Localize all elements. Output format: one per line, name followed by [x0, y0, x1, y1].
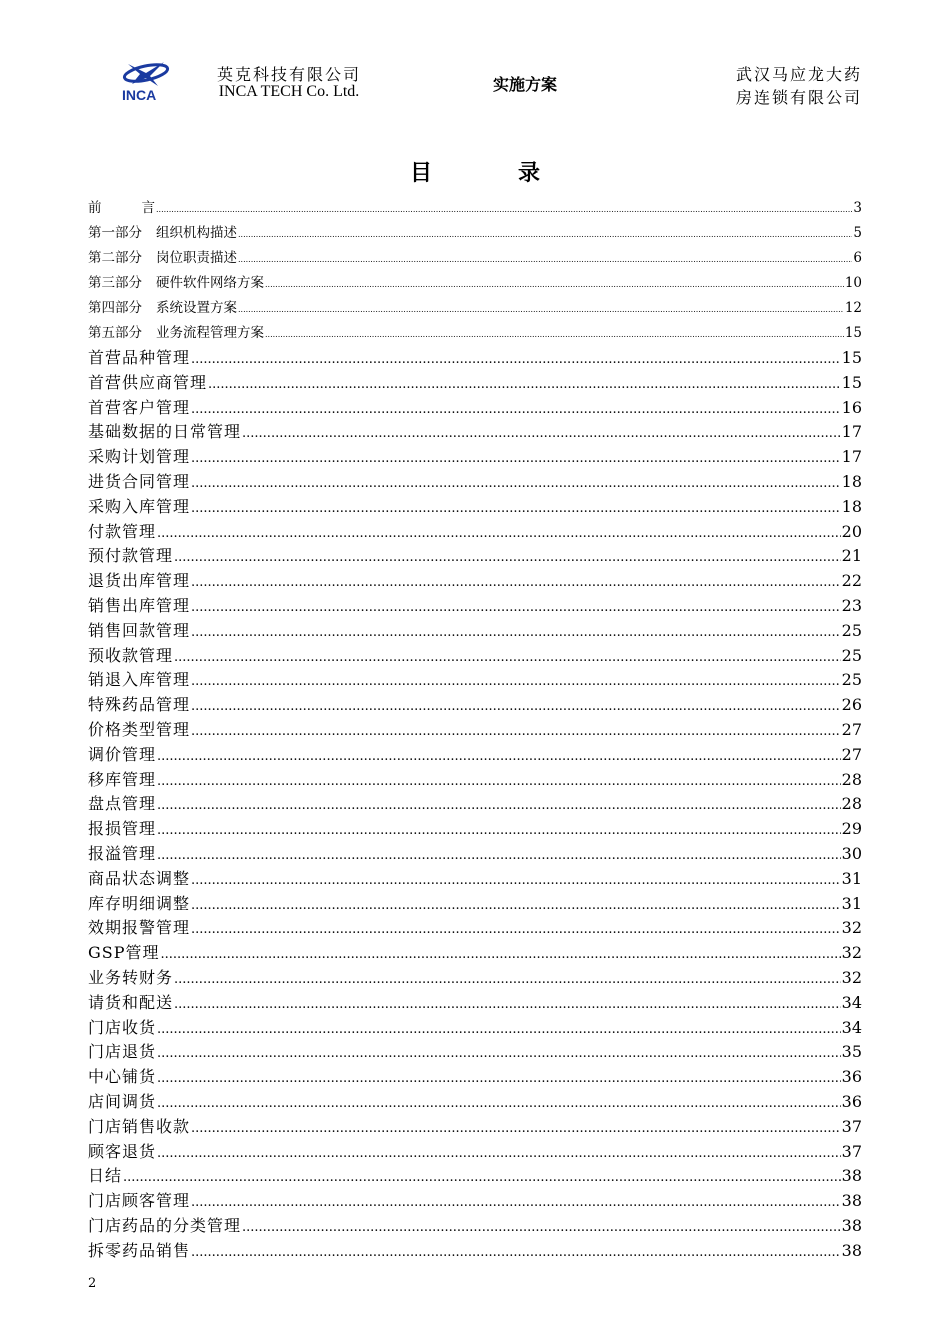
- toc-entry-page: 25: [841, 670, 862, 690]
- toc-entry-label: 库存明细调整: [88, 893, 191, 913]
- toc-entry[interactable]: [88, 1214, 862, 1239]
- toc-leader-dots: [191, 670, 841, 695]
- toc-leader-dots: [242, 422, 841, 447]
- toc-entry-page: 38: [841, 1191, 862, 1211]
- toc-entry[interactable]: [88, 396, 862, 421]
- toc-leader-dots: [191, 621, 841, 646]
- toc-leader-dots: [191, 472, 841, 497]
- toc-entry-page: 32: [841, 918, 862, 938]
- toc-entry-label: GSP管理: [88, 943, 160, 963]
- toc-entry-page: 32: [841, 967, 862, 987]
- toc-leader-dots: [157, 794, 841, 819]
- toc-entry-page: 27: [841, 744, 862, 764]
- toc-entry-page: 15: [841, 372, 862, 392]
- toc-entry-page: 20: [841, 521, 862, 541]
- toc-entry-label: 报溢管理: [88, 843, 157, 863]
- toc-entry-page: 30: [841, 843, 862, 863]
- toc-entry[interactable]: [88, 1065, 862, 1090]
- toc-leader-dots: [265, 322, 844, 347]
- toc-entry[interactable]: [88, 768, 862, 793]
- toc-entry[interactable]: [88, 892, 862, 917]
- inca-logo: [120, 58, 172, 102]
- toc-entry-label: [88, 196, 155, 221]
- toc-entry-label: [88, 321, 264, 346]
- toc-part-title: 系统设置方案: [156, 300, 237, 316]
- toc-entry-label: 预收款管理: [88, 645, 174, 665]
- toc-entry-label: 业务转财务: [88, 967, 174, 987]
- toc-part-title: 岗位职责描述: [156, 250, 237, 266]
- toc-leader-dots: [157, 819, 841, 844]
- toc-entry-label: 首营供应商管理: [88, 372, 208, 392]
- toc-entry-page: 15: [841, 348, 862, 367]
- toc-entry-page: 18: [841, 471, 862, 491]
- page-header: [0, 0, 950, 140]
- toc-entry-label: [88, 246, 237, 271]
- toc-entry[interactable]: [88, 296, 862, 321]
- toc-entry-page: 38: [841, 1240, 862, 1260]
- toc-entry-page: 34: [841, 1017, 862, 1037]
- toc-leader-dots: [157, 522, 841, 547]
- toc-entry-page: 5: [853, 225, 862, 241]
- toc-entry-page: 26: [841, 695, 862, 715]
- toc-entry-page: 23: [841, 595, 862, 615]
- toc-entry[interactable]: [88, 420, 862, 445]
- toc-entry-label: 效期报警管理: [88, 918, 191, 938]
- toc-entry[interactable]: [88, 569, 862, 594]
- toc-leader-dots: [174, 646, 841, 671]
- toc-entry-page: 12: [844, 300, 862, 316]
- toc-entry-label: 拆零药品销售: [88, 1240, 191, 1260]
- client-name-line1: 武汉马应龙大药: [735, 65, 862, 84]
- toc-entry[interactable]: [88, 817, 862, 842]
- toc-entry[interactable]: [88, 867, 862, 892]
- toc-entry-page: 37: [841, 1116, 862, 1136]
- toc-entry-page: 36: [841, 1067, 862, 1087]
- toc-entry-label: 中心铺货: [88, 1067, 157, 1087]
- toc-entry[interactable]: [88, 743, 862, 768]
- toc-entry[interactable]: [88, 1239, 862, 1264]
- toc-entry-page: 6: [853, 250, 862, 266]
- toc-entry-label: 门店销售收款: [88, 1116, 191, 1136]
- toc-entry[interactable]: [88, 916, 862, 941]
- toc-leader-dots: [191, 596, 841, 621]
- toc-entry-page: 28: [841, 769, 862, 789]
- toc-entry[interactable]: [88, 321, 862, 346]
- toc-entry-label: 日结: [88, 1166, 123, 1186]
- toc-leader-dots: [191, 497, 841, 522]
- toc-entry-page: 18: [841, 496, 862, 516]
- toc-leader-dots: [157, 745, 841, 770]
- toc-entry[interactable]: [88, 941, 862, 966]
- toc-entry-label: 进货合同管理: [88, 471, 191, 491]
- toc-entry-label: 盘点管理: [88, 794, 157, 814]
- toc-entry-label: [88, 221, 237, 246]
- toc-part-prefix: 第四部分: [88, 300, 142, 316]
- toc-leader-dots: [161, 943, 841, 968]
- toc-entry-label: 门店药品的分类管理: [88, 1215, 242, 1235]
- toc-entry-label: [88, 271, 264, 296]
- toc-entry-page: 38: [841, 1166, 862, 1186]
- toc-entry-page: 35: [841, 1042, 862, 1062]
- toc-entry-page: 27: [841, 719, 862, 739]
- toc-entry[interactable]: [88, 1090, 862, 1115]
- toc-leader-dots: [191, 869, 841, 894]
- toc-entry-label: 采购入库管理: [88, 496, 191, 516]
- toc-leader-dots: [174, 546, 841, 571]
- toc-entry[interactable]: [88, 966, 862, 991]
- toc-entry-label: 销售回款管理: [88, 620, 191, 640]
- toc-entry-page: 21: [841, 546, 862, 566]
- toc-entry-label: 销退入库管理: [88, 670, 191, 690]
- toc-entry-page: 22: [841, 571, 862, 591]
- toc-entry-page: 38: [841, 1215, 862, 1235]
- toc-heading-right: 录: [518, 160, 541, 186]
- toc-entry-label: 调价管理: [88, 744, 157, 764]
- toc-heading-left: 目: [409, 160, 432, 186]
- toc-part-prefix: 第三部分: [88, 275, 142, 291]
- page-number: 2: [88, 1276, 97, 1291]
- toc-entry-label: 退货出库管理: [88, 571, 191, 591]
- toc-entry-label: 付款管理: [88, 521, 157, 541]
- table-of-contents: [88, 196, 862, 1263]
- toc-part-title: 业务流程管理方案: [156, 325, 264, 341]
- toc-entry[interactable]: [88, 1040, 862, 1065]
- toc-entry-page: 16: [841, 397, 862, 417]
- toc-entry-label: 店间调货: [88, 1091, 157, 1111]
- toc-entry[interactable]: [88, 544, 862, 569]
- toc-entry-label: 请货和配送: [88, 992, 174, 1012]
- toc-part-title: 组织机构描述: [156, 225, 237, 241]
- toc-entry[interactable]: [88, 842, 862, 867]
- toc-entry[interactable]: [88, 271, 862, 296]
- toc-entry-page: 28: [841, 794, 862, 814]
- toc-leader-dots: [123, 1166, 841, 1191]
- company-name-cn: 英克科技有限公司: [216, 65, 361, 84]
- toc-entry-page: 31: [841, 868, 862, 888]
- toc-entry[interactable]: [88, 470, 862, 495]
- toc-entry-page: 25: [841, 620, 862, 640]
- toc-entry-page: 15: [844, 325, 862, 341]
- toc-entry[interactable]: [88, 445, 862, 470]
- toc-leader-dots: [191, 1241, 841, 1266]
- toc-entry-label: 门店退货: [88, 1042, 157, 1062]
- toc-entry-label: 首营品种管理: [88, 348, 191, 367]
- toc-heading: [0, 156, 950, 187]
- toc-entry-page: 34: [841, 992, 862, 1012]
- toc-entry[interactable]: [88, 718, 862, 743]
- toc-entry-label: 首营客户管理: [88, 397, 191, 417]
- toc-leader-dots: [191, 348, 841, 373]
- toc-leader-dots: [242, 1216, 841, 1241]
- toc-leader-dots: [191, 720, 841, 745]
- toc-part-prefix: 第二部分: [88, 250, 142, 266]
- toc-entry-page: 31: [841, 893, 862, 913]
- toc-leader-dots: [238, 247, 852, 272]
- toc-entry-label: 采购计划管理: [88, 447, 191, 467]
- toc-part-title: 言: [141, 200, 155, 216]
- toc-part-title: 硬件软件网络方案: [156, 275, 264, 291]
- toc-leader-dots: [238, 222, 852, 247]
- toc-entry-page: 37: [841, 1141, 862, 1161]
- toc-entry-page: 29: [841, 819, 862, 839]
- toc-entry[interactable]: [88, 991, 862, 1016]
- toc-entry[interactable]: [88, 520, 862, 545]
- toc-entry[interactable]: [88, 371, 862, 396]
- toc-entry-page: 25: [841, 645, 862, 665]
- toc-entry[interactable]: [88, 346, 862, 371]
- toc-entry[interactable]: [88, 1189, 862, 1214]
- toc-entry[interactable]: [88, 619, 862, 644]
- toc-entry[interactable]: [88, 594, 862, 619]
- toc-entry-label: 顾客退货: [88, 1141, 157, 1161]
- toc-leader-dots: [174, 968, 841, 993]
- toc-entry-label: 报损管理: [88, 819, 157, 839]
- toc-leader-dots: [191, 571, 841, 596]
- toc-leader-dots: [157, 844, 841, 869]
- toc-leader-dots: [156, 197, 852, 222]
- toc-leader-dots: [265, 272, 844, 297]
- toc-entry[interactable]: [88, 1016, 862, 1041]
- toc-leader-dots: [191, 1117, 841, 1142]
- toc-leader-dots: [191, 894, 841, 919]
- toc-leader-dots: [191, 398, 841, 423]
- toc-part-prefix: 第五部分: [88, 325, 142, 341]
- toc-entry-page: 10: [844, 275, 862, 291]
- toc-entry-label: 特殊药品管理: [88, 695, 191, 715]
- toc-entry-label: 门店顾客管理: [88, 1191, 191, 1211]
- toc-entry-label: 销售出库管理: [88, 595, 191, 615]
- toc-leader-dots: [157, 1042, 841, 1067]
- toc-entry[interactable]: [88, 1115, 862, 1140]
- client-name-line2: 房连锁有限公司: [735, 88, 862, 107]
- toc-leader-dots: [157, 1092, 841, 1117]
- company-name-en: INCA TECH Co. Ltd.: [218, 83, 360, 100]
- toc-leader-dots: [157, 770, 841, 795]
- toc-leader-dots: [191, 447, 841, 472]
- document-title: 实施方案: [492, 75, 557, 94]
- toc-entry-label: 价格类型管理: [88, 719, 191, 739]
- toc-entry-page: 17: [841, 422, 862, 442]
- toc-part-prefix: 第一部分: [88, 225, 142, 241]
- toc-entry[interactable]: [88, 196, 862, 221]
- toc-leader-dots: [191, 918, 841, 943]
- toc-leader-dots: [238, 297, 844, 322]
- toc-entry[interactable]: [88, 1140, 862, 1165]
- toc-leader-dots: [191, 1191, 841, 1216]
- toc-leader-dots: [174, 993, 841, 1018]
- toc-entry[interactable]: [88, 693, 862, 718]
- toc-part-prefix: 前: [88, 200, 102, 216]
- toc-entry-page: 36: [841, 1091, 862, 1111]
- toc-leader-dots: [157, 1067, 841, 1092]
- toc-entry-label: [88, 296, 237, 321]
- toc-entry-label: 基础数据的日常管理: [88, 422, 242, 442]
- toc-entry-label: 预付款管理: [88, 546, 174, 566]
- toc-leader-dots: [157, 1142, 841, 1167]
- toc-entry[interactable]: [88, 221, 862, 246]
- toc-entry-label: 门店收货: [88, 1017, 157, 1037]
- toc-entry[interactable]: [88, 495, 862, 520]
- toc-leader-dots: [208, 373, 841, 398]
- toc-entry-page: 32: [841, 943, 862, 963]
- toc-leader-dots: [191, 695, 841, 720]
- toc-entry[interactable]: [88, 792, 862, 817]
- toc-entry[interactable]: [88, 668, 862, 693]
- toc-entry-page: 3: [853, 200, 862, 216]
- toc-leader-dots: [157, 1018, 841, 1043]
- toc-entry[interactable]: [88, 1164, 862, 1189]
- toc-entry-label: 商品状态调整: [88, 868, 191, 888]
- toc-entry-label: 移库管理: [88, 769, 157, 789]
- logo-text: INCA: [122, 87, 157, 102]
- toc-entry-page: 17: [841, 447, 862, 467]
- toc-entry[interactable]: [88, 644, 862, 669]
- toc-entry[interactable]: [88, 246, 862, 271]
